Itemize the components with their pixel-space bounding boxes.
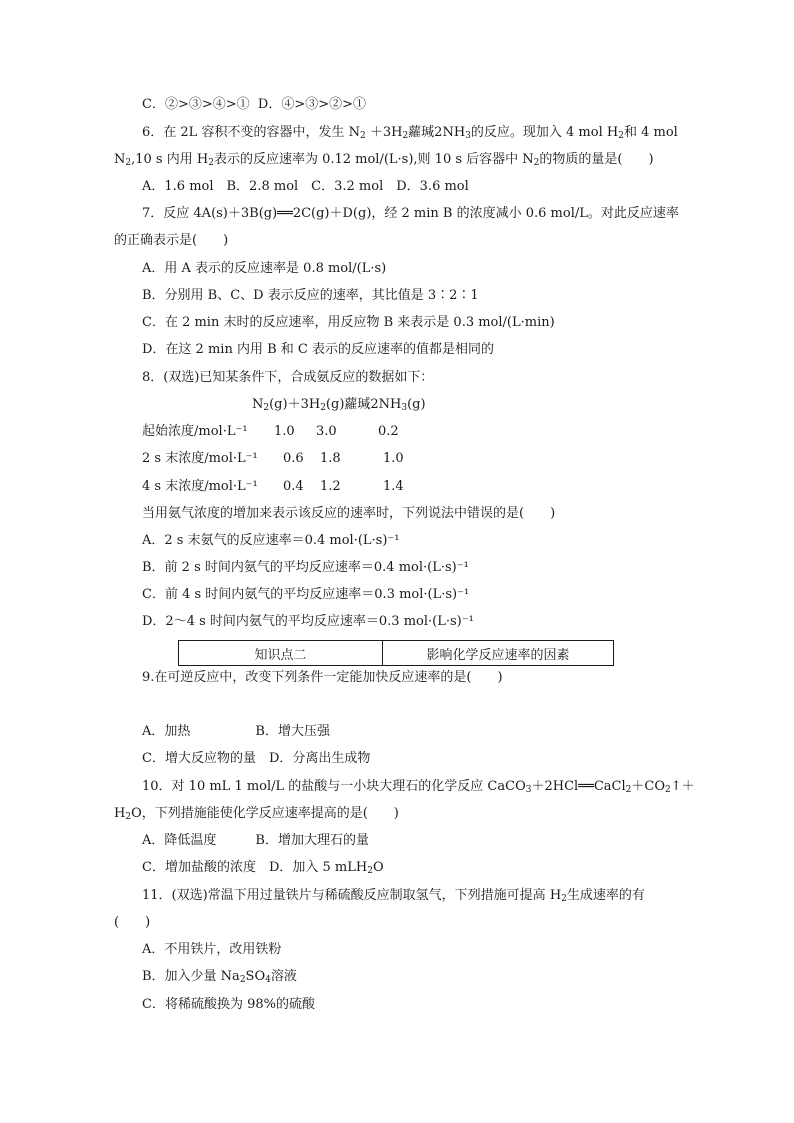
row-label: 4 s 末浓度/mol·L⁻¹	[142, 479, 258, 494]
q8-option-d: D．2～4 s 时间内氨气的平均反应速率＝0.3 mol·(L·s)⁻¹	[142, 614, 474, 629]
q6-stem-line1: 6．在 2L 容积不变的容器中，发生 $N_2 +3H_2$蘿瑊$2NH_3$的反应。现加入 4 mol $H_2$和 4 mol	[142, 125, 678, 141]
row-value-n2: 0.6	[283, 451, 304, 466]
q11-stem-line2: ( )	[114, 915, 151, 930]
q8-option-b: B．前 2 s 时间内氨气的平均反应速率＝0.4 mol·(L·s)⁻¹	[142, 560, 469, 575]
q10-stem-line1: 10．对 10 mL 1 mol/L 的盐酸与一小块大理石的化学反应 $CaCO_3+2HCl══CaCl_2+CO_2↑+$	[142, 779, 695, 795]
q7-stem-line1: 7．反应 4A(s)＋3B(g)══2C(g)＋D(g)，经 2 min B 的浓度减小 0.6 mol/L。对此反应速率	[142, 206, 679, 221]
row-value-h2: 1.2	[320, 479, 341, 494]
knowledge-point-title: 影响化学反应速率的因素	[426, 647, 570, 663]
q11-option-a: A．不用铁片，改用铁粉	[142, 942, 282, 957]
row-value-n2: 1.0	[274, 424, 295, 439]
q7-stem-line2: 的正确表示是( )	[114, 233, 229, 248]
q9-stem: 9.在可逆反应中，改变下列条件一定能加快反应速率的是( )	[142, 670, 503, 685]
q10-options-ab: A．降低温度 B．增加大理石的量	[142, 833, 369, 848]
q11-stem-line1: 11．(双选)常温下用过量铁片与稀硫酸反应制取氢气，下列措施可提高 $H_2$生成速率的有	[142, 888, 645, 904]
row-value-h2: 1.8	[320, 451, 341, 466]
row-value-h2: 3.0	[316, 424, 337, 439]
q10-stem-line2: $H_2O$，下列措施能使化学反应速率提高的是( )	[114, 806, 399, 822]
q9-options-cd: C．增大反应物的量 D．分离出生成物	[142, 751, 371, 766]
q5-option-d: D．④>③>②>①	[257, 97, 366, 112]
q8-equation: $N_2(g)+3H_2(g)$蘿瑊$2NH_3(g)$	[252, 397, 426, 413]
q5-option-c: C．②>③>④>①	[142, 97, 250, 112]
q7-option-a: A．用 A 表示的反应速率是 0.8 mol/(L·s)	[142, 261, 387, 276]
q10-options-cd: C．增加盐酸的浓度 D．加入 5 mLH$_2$O	[142, 860, 384, 876]
q8-question: 当用氨气浓度的增加来表示该反应的速率时，下列说法中错误的是( )	[142, 506, 556, 521]
knowledge-point-label: 知识点二	[179, 641, 383, 665]
row-value-nh3: 1.0	[383, 451, 404, 466]
q9-options-ab: A．加热 B．增大压强	[142, 724, 330, 739]
q8-option-c: C．前 4 s 时间内氨气的平均反应速率＝0.3 mol·(L·s)⁻¹	[142, 587, 470, 602]
q6-options: A．1.6 mol B．2.8 mol C．3.2 mol D．3.6 mol	[142, 179, 469, 194]
q11-option-c: C．将稀硫酸换为 98%的硫酸	[142, 997, 315, 1012]
knowledge-point-box	[178, 640, 614, 666]
q5-options-cd	[142, 96, 366, 114]
q7-option-b: B．分别用 B、C、D 表示反应的速率，其比值是 3∶2∶1	[142, 288, 479, 303]
q6-stem-line2: $N_2,10$ s 内用 $H_2$表示的反应速率为 0.12 mol/(L·s),则 10 s 后容器中 $N_2$的物质的量是( )	[114, 152, 654, 168]
row-value-n2: 0.4	[283, 479, 304, 494]
q11-option-b: B．加入少量 $Na_2SO_4$溶液	[142, 969, 297, 985]
q8-option-a: A．2 s 末氨气的反应速率＝0.4 mol·(L·s)⁻¹	[142, 533, 400, 548]
row-label: 起始浓度/mol·L⁻¹	[142, 424, 248, 439]
row-value-nh3: 0.2	[378, 424, 399, 439]
row-value-nh3: 1.4	[383, 479, 404, 494]
q7-option-d: D．在这 2 min 内用 B 和 C 表示的反应速率的值都是相同的	[142, 342, 494, 357]
q7-option-c: C．在 2 min 末时的反应速率，用反应物 B 来表示是 0.3 mol/(L·min)	[142, 315, 555, 330]
q8-stem: 8．(双选)已知某条件下，合成氨反应的数据如下：	[142, 370, 434, 385]
row-label: 2 s 末浓度/mol·L⁻¹	[142, 451, 258, 466]
